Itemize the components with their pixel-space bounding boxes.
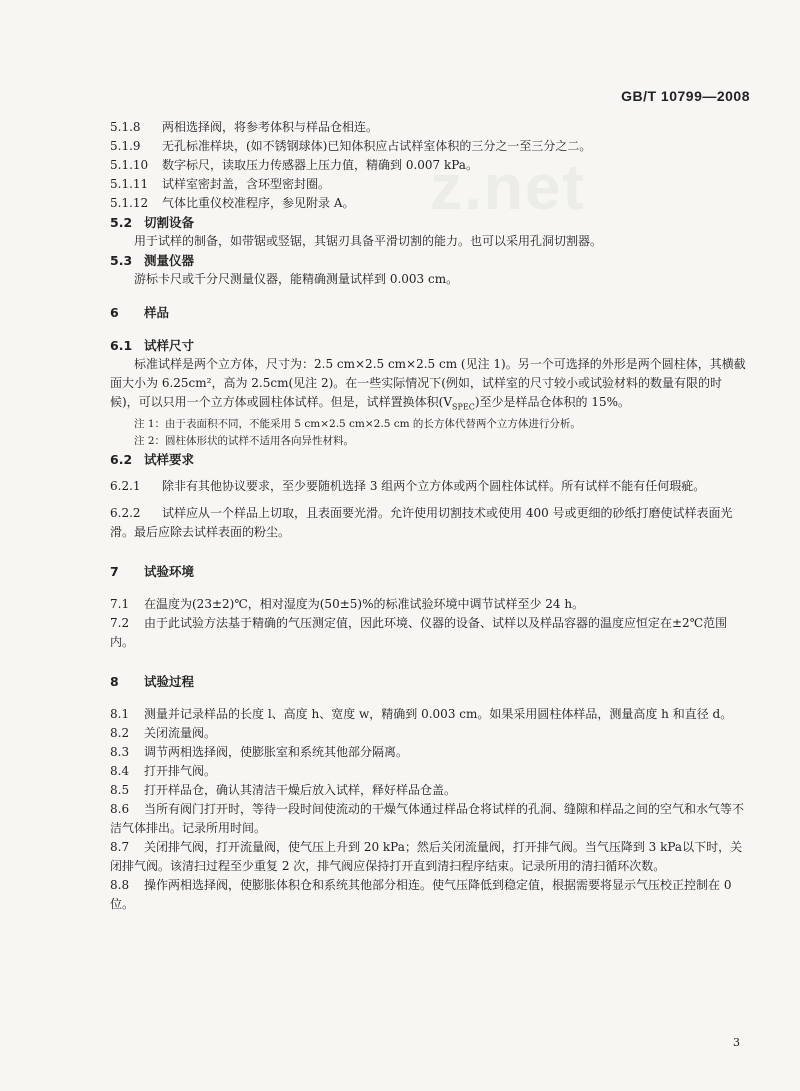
clause-8-6: 8.6 当所有阀门打开时，等待一段时间使流动的干燥气体通过样品仓将试样的孔洞、缝隙和样品之间的空气和水气等不洁气体排出。记录所用时间。	[110, 802, 745, 836]
clause-6-2-2: 6.2.2 试样应从一个样品上切取，且表面要光滑。允许使用切割技术或使用 400 号或更细的砂纸打磨使试样表面光滑。最后应除去试样表面的粉尘。	[110, 506, 733, 540]
section-7-heading: 7 试验环境	[110, 564, 195, 580]
section-6-heading: 6 样品	[110, 305, 170, 320]
clause-5-1-12: 5.1.12 气体比重仪校准程序，参见附录 A。	[110, 196, 355, 210]
clause-8-1: 8.1 测量并记录样品的长度 l、高度 h、宽度 w，精确到 0.003 cm。如果采用圆柱体样品，测量高度 h 和直径 d。	[110, 707, 733, 722]
clause-5-1-11: 5.1.11 试样室密封盖，含环型密封圈。	[110, 177, 331, 191]
clause-5-1-8: 5.1.8 两相选择阀，将参考体积与样品仓相连。	[110, 120, 379, 134]
section-5-2-text: 用于试样的制备，如带锯或竖锯，其锯刃具备平滑切割的能力。也可以采用孔洞切割器。	[134, 234, 603, 248]
standard-code-header: GB/T 10799—2008	[621, 88, 750, 104]
clause-8-5: 8.5 打开样品仓，确认其清洁干燥后放入试样，释好样品仓盖。	[110, 783, 457, 798]
section-8-heading: 8 试验过程	[110, 674, 195, 690]
clause-6-2-1: 6.2.1 除非有其他协议要求，至少要随机选择 3 组两个立方体或两个圆柱体试样。所有试样不能有任何瑕疵。	[110, 479, 706, 494]
section-6-1-heading: 6.1 试样尺寸	[110, 338, 195, 353]
clause-8-3: 8.3 调节两相选择阀，使膨胀室和系统其他部分隔离。	[110, 745, 409, 760]
section-5-3-heading: 5.3 测量仪器	[110, 253, 195, 268]
clause-5-1-9: 5.1.9 无孔标准样块，(如不锈钢球体)已知体积应占试样室体积的三分之一至三分之二。	[110, 139, 592, 153]
clause-7-1: 7.1 在温度为(23±2)℃，相对湿度为(50±5)%的标准试验环境中调节试样至少 24 h。	[110, 597, 585, 612]
clause-8-4: 8.4 打开排气阀。	[110, 764, 217, 779]
clause-8-7: 8.7 关闭排气阀，打开流量阀，使气压上升到 20 kPa；然后关闭流量阀，打开排气阀。当气压降到 3 kPa以下时，关闭排气阀。该清扫过程至少重复 2 次，排气阀应保持打开直到清扫程序结束。记录所用的清扫循环次数。	[110, 840, 743, 874]
note-2: 注 2：圆柱体形状的试样不适用各向异性材料。	[134, 435, 355, 448]
section-6-2-heading: 6.2 试样要求	[110, 452, 195, 468]
note-1: 注 1：由于表面积不同，不能采用 5 cm×2.5 cm×2.5 cm 的长方体代替两个立方体进行分析。	[134, 418, 581, 431]
clause-7-2: 7.2 由于此试验方法基于精确的气压测定值，因此环境、仪器的设备、试样以及样品容器的温度应恒定在±2℃范围内。	[110, 616, 728, 650]
watermark: z.net	[430, 151, 586, 223]
section-5-3-text: 游标卡尺或千分尺测量仪器，能精确测量试样到 0.003 cm。	[134, 272, 459, 286]
clause-5-1-10: 5.1.10 数字标尺，读取压力传感器上压力值，精确到 0.007 kPa。	[110, 158, 478, 172]
document-body	[110, 118, 750, 914]
page-number: 3	[733, 1036, 740, 1049]
section-5-2-heading: 5.2 切割设备	[110, 215, 195, 230]
clause-8-2: 8.2 关闭流量阀。	[110, 726, 217, 741]
section-6-1-text: 标准试样是两个立方体，尺寸为：2.5 cm×2.5 cm×2.5 cm (见注 1)。另一个可选择的外形是两个圆柱体，其横截面大小为 6.25cm²，高为 2.5cm(见注 2)。在一些实际情况下(例如，试样室的尺寸较小或试验材料的数量有限的时候)，可以只用一个立方体或圆柱体试样。但是，试样置换体积$(V_{SPEC})$至少是样品仓体积的 15%。	[110, 357, 746, 412]
clause-8-8: 8.8 操作两相选择阀，使膨胀体积仓和系统其他部分相连。使气压降低到稳定值，根据需要将显示气压校正控制在 0 位。	[110, 878, 732, 912]
